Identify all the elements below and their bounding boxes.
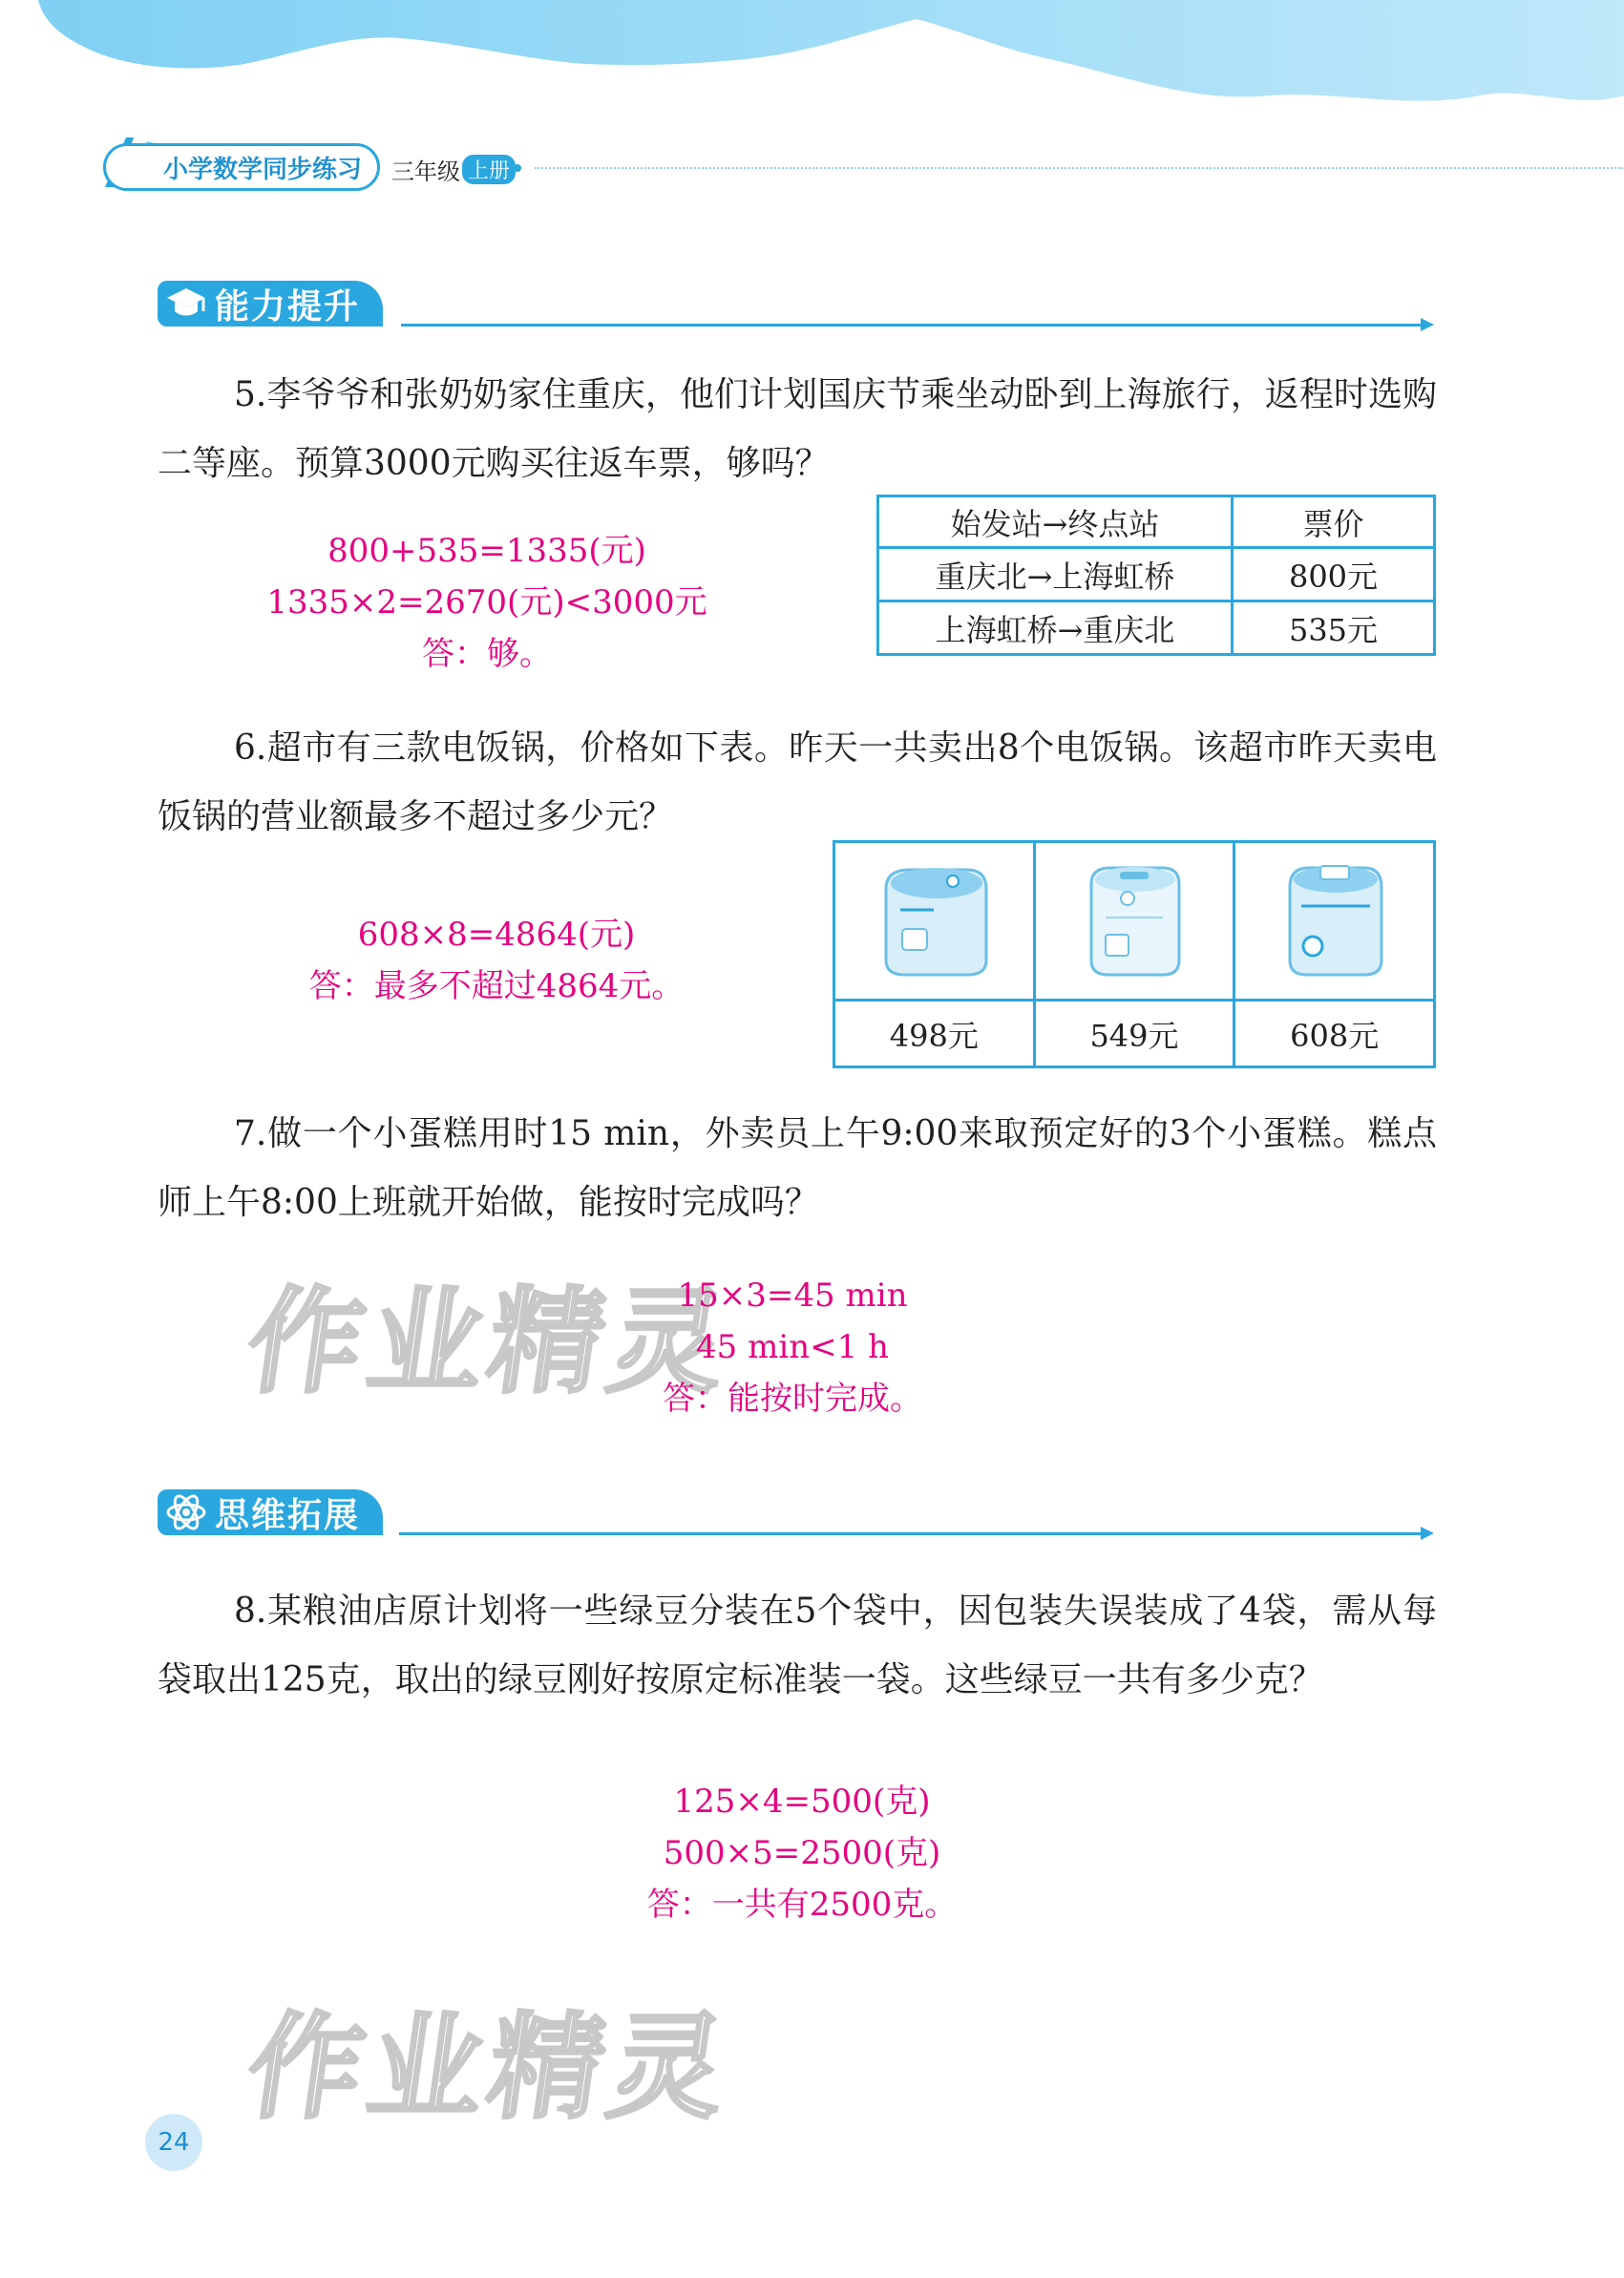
ticket-price-table	[876, 495, 1436, 656]
rice-cooker-icon	[1063, 851, 1206, 984]
rice-cooker-price-table	[833, 840, 1436, 1068]
question-8: 8.某粮油店原计划将一些绿豆分装在5个袋中，因包装失误装成了4袋，需从每袋取出125克，取出的绿豆刚好按原定标准装一袋。这些绿豆一共有多少克？	[158, 1592, 1437, 1699]
cloud-banner	[0, 0, 1624, 115]
price-cell: 608元	[1234, 1001, 1435, 1067]
watermark: 作业精灵	[239, 1276, 740, 1409]
graduation-cap-icon	[165, 285, 207, 323]
price-cell: 498元	[834, 1001, 1035, 1067]
answer-line: 答：最多不超过4864元。	[308, 967, 685, 1005]
table-header-price: 票价	[1233, 496, 1435, 548]
answer-line: 15×3=45 min	[677, 1276, 908, 1315]
section-thinking-line	[399, 1532, 1423, 1535]
table-cell: 535元	[1233, 601, 1435, 655]
answer-line: 1335×2=2670(元)<3000元	[266, 583, 707, 622]
answer-line: 45 min<1 h	[696, 1328, 889, 1366]
section-ability-tab	[158, 281, 383, 327]
atom-icon	[165, 1493, 207, 1531]
series-title-pill	[103, 143, 380, 191]
rice-cooker-icon	[1263, 851, 1406, 984]
answer-line: 答：能按时完成。	[663, 1380, 922, 1418]
price-cell: 549元	[1034, 1001, 1234, 1067]
answer-line: 答：一共有2500克。	[646, 1886, 958, 1924]
table-header-route: 始发站→终点站	[878, 496, 1233, 548]
grade: 三年级	[391, 158, 460, 185]
watermark: 作业精灵	[239, 2002, 740, 2135]
answer-5	[239, 525, 735, 680]
question-5: 5.李爷爷和张奶奶家住重庆，他们计划国庆节乘坐动卧到上海旅行，返程时选购二等座。预算3000元购买往返车票，够吗？	[158, 375, 1437, 483]
table-cell: 重庆北→上海虹桥	[878, 548, 1233, 601]
page-number: 24	[145, 2114, 202, 2171]
answer-line: 500×5=2500(克)	[663, 1834, 941, 1872]
section-ability-title: 能力提升	[215, 286, 361, 327]
question-6: 6.超市有三款电饭锅，价格如下表。昨天一共卖出8个电饭锅。该超市昨天卖电饭锅的营业额最多不超过多少元？	[158, 728, 1437, 836]
answer-7	[649, 1270, 936, 1424]
answer-line: 答：够。	[422, 635, 552, 673]
answer-6	[258, 909, 735, 1012]
volume-badge: 上册	[462, 155, 516, 184]
answer-line: 608×8=4864(元)	[357, 916, 636, 954]
header-divider	[535, 167, 1623, 169]
arrow-right-icon	[1421, 1527, 1434, 1540]
section-thinking-tab	[158, 1489, 383, 1535]
rice-cooker-icon	[862, 851, 1005, 984]
table-cell: 上海虹桥→重庆北	[878, 601, 1233, 655]
section-thinking-title: 思维拓展	[215, 1495, 361, 1535]
answer-8	[592, 1776, 1012, 1930]
series-title: 小学数学同步练习	[163, 155, 363, 184]
grade-label	[391, 153, 516, 186]
header-dot	[514, 164, 521, 172]
section-thinking-header	[158, 1489, 383, 1535]
question-7: 7.做一个小蛋糕用时15 min，外卖员上午9:00来取预定好的3个小蛋糕。糕点师上午8:00上班就开始做，能按时完成吗？	[158, 1114, 1437, 1222]
rice-cooker-2-cell	[1034, 842, 1234, 1001]
rice-cooker-3-cell	[1234, 842, 1435, 1001]
answer-line: 800+535=1335(元)	[327, 532, 646, 570]
arrow-right-icon	[1421, 318, 1434, 331]
section-ability-line	[401, 324, 1423, 327]
answer-line: 125×4=500(克)	[673, 1782, 931, 1821]
rice-cooker-1-cell	[834, 842, 1035, 1001]
section-ability-header	[158, 281, 383, 327]
table-cell: 800元	[1233, 548, 1435, 601]
